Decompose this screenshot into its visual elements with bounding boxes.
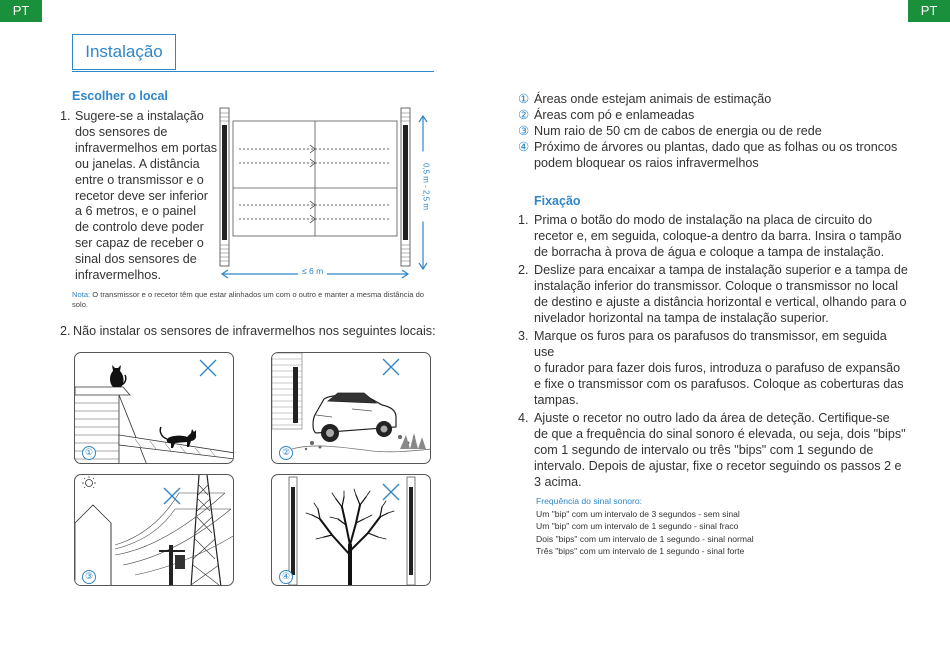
power-tower-icon [75, 475, 234, 586]
prohibited-x-icon [199, 359, 217, 377]
avoid-locations-list [518, 92, 908, 172]
panel-number-badge: ④ [279, 570, 293, 584]
car-icon [272, 353, 431, 464]
panel-power-cables [74, 474, 234, 586]
item-2-text: Não instalar os sensores de infravermelhos nos seguintes locais: [73, 324, 436, 338]
choose-item-2 [60, 324, 440, 340]
item-1-line: ou janelas. A distância [75, 156, 200, 171]
panel-dust-mud [271, 352, 431, 464]
step-text: o furador para fazer dois furos, introduza o parafuso de expansão [534, 361, 901, 376]
item-1-line: entre o transmissor e o [75, 172, 204, 187]
step-text: recetor e, em seguida, coloque-a dentro da barra. Insira o tampão [534, 228, 902, 243]
step-text: Marque os furos para os parafusos do transmissor, em seguida use [534, 329, 887, 360]
item-1-line: de controlo deve poder [75, 220, 204, 235]
step-number: 3. [518, 329, 529, 344]
avoid-item-number: ④ [518, 139, 530, 154]
language-tag-right: PT [908, 0, 950, 22]
fixing-step [518, 213, 908, 261]
installation-note [72, 290, 432, 310]
avoid-item-text: podem bloquear os raios infravermelhos [534, 155, 759, 170]
beep-frequency-line: Dois "bips" com um intervalo de 1 segundo - sinal normal [536, 533, 754, 544]
step-text: instalação inferior do transmissor. Coloque o transmissor no local [534, 279, 898, 294]
fixing-heading: Fixação [534, 194, 581, 208]
avoid-list-item [518, 124, 908, 140]
avoid-list-item [518, 92, 908, 108]
panel-number-badge: ② [279, 446, 293, 460]
panel-number-badge: ① [82, 446, 96, 460]
step-text: de borracha à prova de água e coloque a tampa de instalação. [534, 244, 885, 259]
step-text: de que a frequência do sinal sonoro é elevada, ou seja, dois "bips" [534, 427, 906, 442]
language-tag-left: PT [0, 0, 42, 22]
prohibited-x-icon [382, 483, 400, 501]
item-1-line: ser capaz de receber o [75, 236, 204, 251]
avoid-list-item [518, 140, 908, 172]
beep-frequency-line: Três "bips" com um intervalo de 1 segundo - sinal forte [536, 546, 745, 557]
beep-frequency-block [536, 495, 876, 558]
distance-label: ≤ 6 m [298, 266, 327, 276]
beep-frequency-lines [536, 508, 876, 558]
item-1-line: sinal dos sensores de [75, 252, 197, 267]
beep-frequency-title: Frequência do sinal sonoro: [536, 496, 643, 506]
item-number: 1. [60, 109, 71, 123]
avoid-item-text: Num raio de 50 cm de cabos de energia ou de rede [534, 123, 822, 138]
note-text: O transmissor e o recetor têm que estar alinhados um com o outro e manter a mesma distância do solo. [72, 290, 425, 309]
item-1-line: infravermelhos. [75, 268, 162, 283]
note-label: Nota: [72, 290, 91, 299]
step-number: 4. [518, 411, 529, 426]
fixing-steps-list [518, 213, 908, 493]
title-divider [72, 71, 434, 72]
item-1-line: dos sensores de [75, 124, 168, 139]
fixing-step [518, 263, 908, 327]
step-text: e fixe o transmissor com os parafusos. Coloque as coberturas das [534, 377, 904, 392]
item-number: 2. [60, 324, 71, 338]
avoid-item-text: Áreas com pó e enlameadas [534, 107, 695, 122]
page-title: Instalação [72, 34, 176, 70]
sensor-alignment-diagram [215, 105, 440, 285]
beep-frequency-line: Um "bip" com um intervalo de 3 segundos - sem sinal [536, 508, 740, 519]
fixing-step [518, 411, 908, 491]
item-1-text [75, 109, 220, 284]
avoid-item-number: ② [518, 107, 530, 122]
step-text: Deslize para encaixar a tampa de instalação superior e a tampa de [534, 263, 908, 278]
step-text: intervalo. Depois de ajustar, fixe o recetor seguindo os passos 2 e [534, 459, 902, 474]
item-1-line: Sugere-se a instalação [75, 109, 204, 123]
avoid-item-text: Áreas onde estejam animais de estimação [534, 92, 772, 106]
step-text: Prima o botão do modo de instalação na placa de circuito do [534, 213, 873, 227]
step-text: Ajuste o recetor no outro lado da área de deteção. Certifique-se [534, 411, 890, 426]
choose-item-1 [60, 109, 220, 284]
panel-trees [271, 474, 431, 586]
panel-pets [74, 352, 234, 464]
step-text: com 1 segundo de intervalo ou três "bips" com 1 segundo de [534, 443, 874, 458]
prohibited-x-icon [382, 358, 400, 376]
step-number: 2. [518, 263, 529, 278]
panel-number-badge: ③ [82, 570, 96, 584]
step-text: 3 acima. [534, 475, 582, 489]
item-1-line: a 6 metros, e o painel [75, 204, 197, 219]
step-text: nivelador horizontal na tampa de instalação superior. [534, 310, 829, 325]
step-number: 1. [518, 213, 529, 227]
item-1-line: recetor deve ser inferior [75, 188, 208, 203]
avoid-list-item [518, 108, 908, 124]
item-1-line: infravermelhos em portas [75, 140, 218, 155]
tree-icon [272, 475, 431, 586]
prohibited-x-icon [163, 487, 181, 505]
avoid-item-number: ① [518, 92, 530, 106]
avoid-item-text: Próximo de árvores ou plantas, dado que as folhas ou os troncos [534, 139, 898, 154]
step-text: de destino e ajuste a distância horizontal e vertical, olhando para o [534, 295, 907, 310]
height-label: 0,5 m - 2,5 m [422, 152, 431, 222]
avoid-item-number: ③ [518, 123, 530, 138]
step-text: tampas. [534, 392, 579, 407]
fixing-step [518, 329, 908, 409]
beep-frequency-line: Um "bip" com um intervalo de 1 segundo - sinal fraco [536, 521, 739, 532]
choose-location-heading: Escolher o local [72, 89, 168, 103]
